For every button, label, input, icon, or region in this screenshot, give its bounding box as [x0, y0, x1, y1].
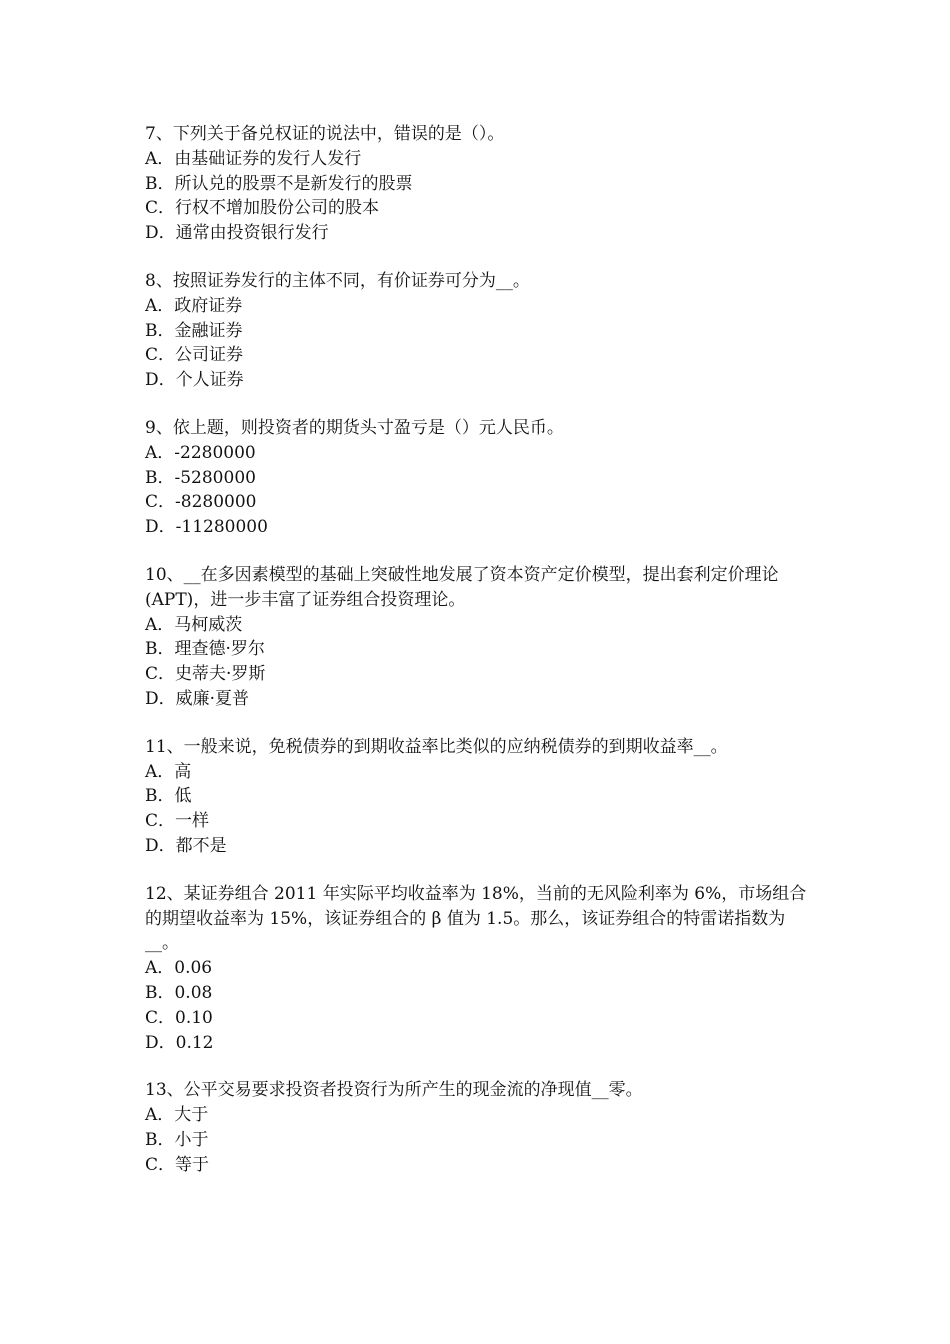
- option-d: D．都不是: [145, 835, 227, 856]
- option-c: C．0.10: [145, 1007, 213, 1028]
- option-a: A．-2280000: [145, 442, 256, 463]
- option-b: B．0.08: [145, 982, 213, 1003]
- option-d: D．通常由投资银行发行: [145, 223, 329, 244]
- option-a: A．由基础证券的发行人发行: [145, 148, 362, 169]
- option-c: C．史蒂夫·罗斯: [145, 664, 266, 685]
- option-a: A．政府证券: [145, 295, 243, 316]
- question-7: [145, 122, 815, 246]
- option-a: A．大于: [145, 1105, 209, 1126]
- question-12: [145, 882, 815, 1056]
- option-a: A．0.06: [145, 958, 213, 979]
- question-list: [145, 122, 815, 1200]
- option-c: C．一样: [145, 811, 210, 832]
- question-11: [145, 735, 815, 859]
- option-b: B．所认兑的股票不是新发行的股票: [145, 173, 413, 194]
- option-b: B．理查德·罗尔: [145, 639, 265, 660]
- option-c: C．-8280000: [145, 492, 257, 513]
- question-stem: 8、按照证券发行的主体不同，有价证券可分为__。: [145, 270, 530, 291]
- question-stem: 7、下列关于备兑权证的说法中，错误的是（）。: [145, 124, 505, 144]
- option-d: D．-11280000: [145, 517, 268, 538]
- question-stem: 12、某证券组合 2011 年实际平均收益率为 18%，当前的无风险利率为 6%，市场组合的期望收益率为 15%，该证券组合的 β 值为 1.5。那么，该证券组合的特雷诺指数为__。: [145, 883, 807, 954]
- question-9: [145, 416, 815, 540]
- question-stem: 9、依上题，则投资者的期货头寸盈亏是（）元人民币。: [145, 417, 564, 438]
- question-stem: 13、公平交易要求投资者投资行为所产生的现金流的净现值__零。: [145, 1080, 643, 1101]
- question-8: [145, 269, 815, 393]
- option-d: D．0.12: [145, 1032, 214, 1053]
- option-a: A．高: [145, 761, 192, 782]
- option-c: C．行权不增加股份公司的股本: [145, 198, 380, 219]
- question-13: [145, 1078, 815, 1177]
- option-b: B．低: [145, 786, 192, 807]
- option-b: B．-5280000: [145, 467, 256, 488]
- option-b: B．金融证券: [145, 320, 243, 341]
- option-d: D．威廉·夏普: [145, 688, 250, 709]
- question-stem: 11、一般来说，免税债券的到期收益率比类似的应纳税债券的到期收益率__。: [145, 736, 728, 757]
- option-a: A．马柯威茨: [145, 614, 243, 635]
- option-d: D．个人证券: [145, 370, 244, 391]
- option-c: C．等于: [145, 1154, 210, 1175]
- question-stem: 10、__在多因素模型的基础上突破性地发展了资本资产定价模型，提出套利定价理论(APT)，进一步丰富了证券组合投资理论。: [145, 564, 779, 610]
- question-10: [145, 563, 815, 712]
- option-c: C．公司证券: [145, 345, 244, 366]
- option-b: B．小于: [145, 1129, 209, 1150]
